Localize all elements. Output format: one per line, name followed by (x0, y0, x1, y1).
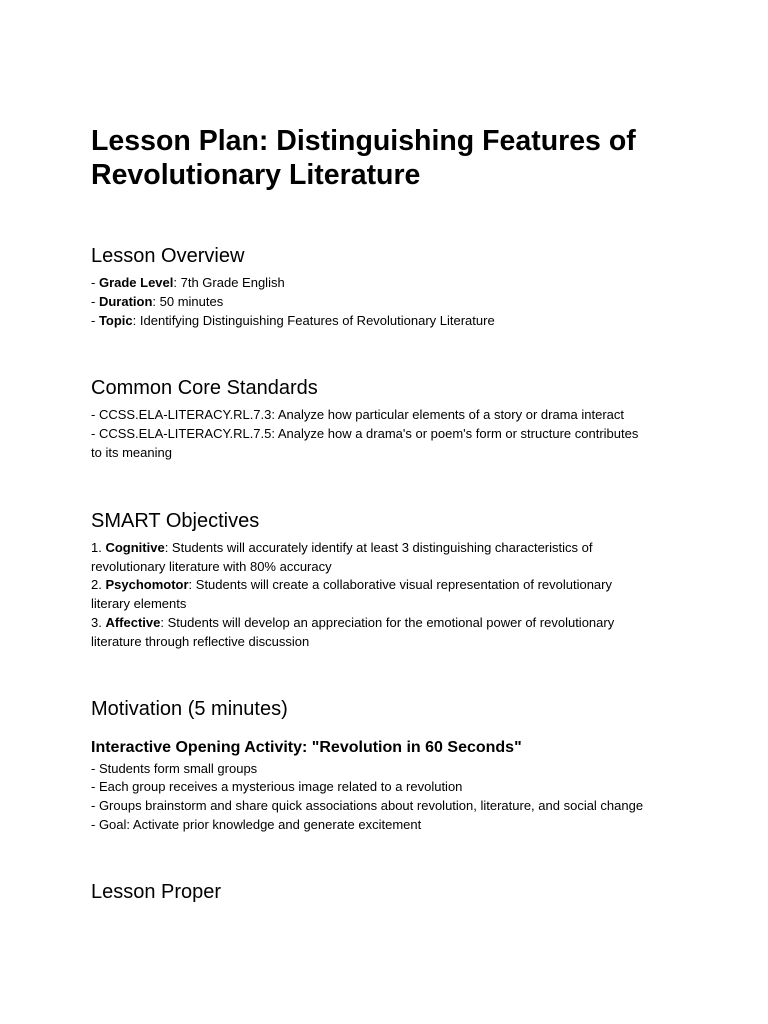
section-heading-motivation: Motivation (5 minutes) (91, 697, 288, 720)
item-value: 7th Grade English (180, 275, 285, 290)
standard-item: - CCSS.ELA-LITERACY.RL.7.3: Analyze how particular elements of a story or drama interact (91, 407, 624, 423)
objectives-list (91, 539, 688, 652)
activity-item: - Groups brainstorm and share quick associations about revolution, literature, and social change (91, 798, 644, 814)
overview-item-grade-level: - Grade Level: 7th Grade English (91, 275, 285, 290)
item-label: Topic (98, 312, 133, 328)
objective-continuation: revolutionary literature with 80% accuracy (91, 558, 332, 574)
item-value: Identifying Distinguishing Features of Revolutionary Literature (139, 312, 495, 328)
item-label: Cognitive (105, 539, 165, 555)
overview-item-topic: - Topic: Identifying Distinguishing Features of Revolutionary Literature (91, 312, 495, 328)
standard-item: - CCSS.ELA-LITERACY.RL.7.5: Analyze how a drama's or poem's form or structure contributes (91, 426, 639, 442)
item-label: Grade Level (98, 275, 174, 290)
standards-list (91, 406, 688, 462)
objective-continuation: literary elements (91, 596, 187, 612)
section-heading-lesson-overview: Lesson Overview (91, 245, 245, 267)
activity-item: - Goal: Activate prior knowledge and generate excitement (91, 816, 422, 832)
activity-list (91, 760, 688, 835)
item-label: Duration (98, 293, 153, 309)
page-title: Lesson Plan: Distinguishing Features of Revolutionary Literature (91, 125, 636, 191)
objective-item-psychomotor: 2. Psychomotor: Students will create a collaborative visual representation of revolutionary (91, 577, 612, 593)
section-heading-smart-objectives: SMART Objectives (91, 509, 260, 532)
activity-item: - Each group receives a mysterious image related to a revolution (91, 779, 463, 795)
lesson-overview-list (91, 274, 688, 330)
objective-continuation: literature through reflective discussion (91, 633, 310, 649)
activity-item: - Students form small groups (91, 760, 258, 776)
section-heading-lesson-proper: Lesson Proper (91, 880, 222, 903)
objective-item-affective: 3. Affective: Students will develop an appreciation for the emotional power of revolutionary (91, 614, 615, 630)
item-label: Affective (105, 614, 161, 630)
section-heading-common-core-standards: Common Core Standards (91, 377, 318, 400)
item-label: Psychomotor (105, 577, 189, 593)
standard-item-continuation: to its meaning (91, 444, 172, 460)
item-value: 50 minutes (159, 293, 224, 309)
overview-item-duration: - Duration: 50 minutes (91, 293, 224, 309)
objective-item-cognitive: 1. Cognitive: Students will accurately identify at least 3 distinguishing characteristics of (91, 539, 593, 555)
subsection-heading-opening-activity: Interactive Opening Activity: "Revolution in 60 Seconds" (91, 738, 522, 756)
